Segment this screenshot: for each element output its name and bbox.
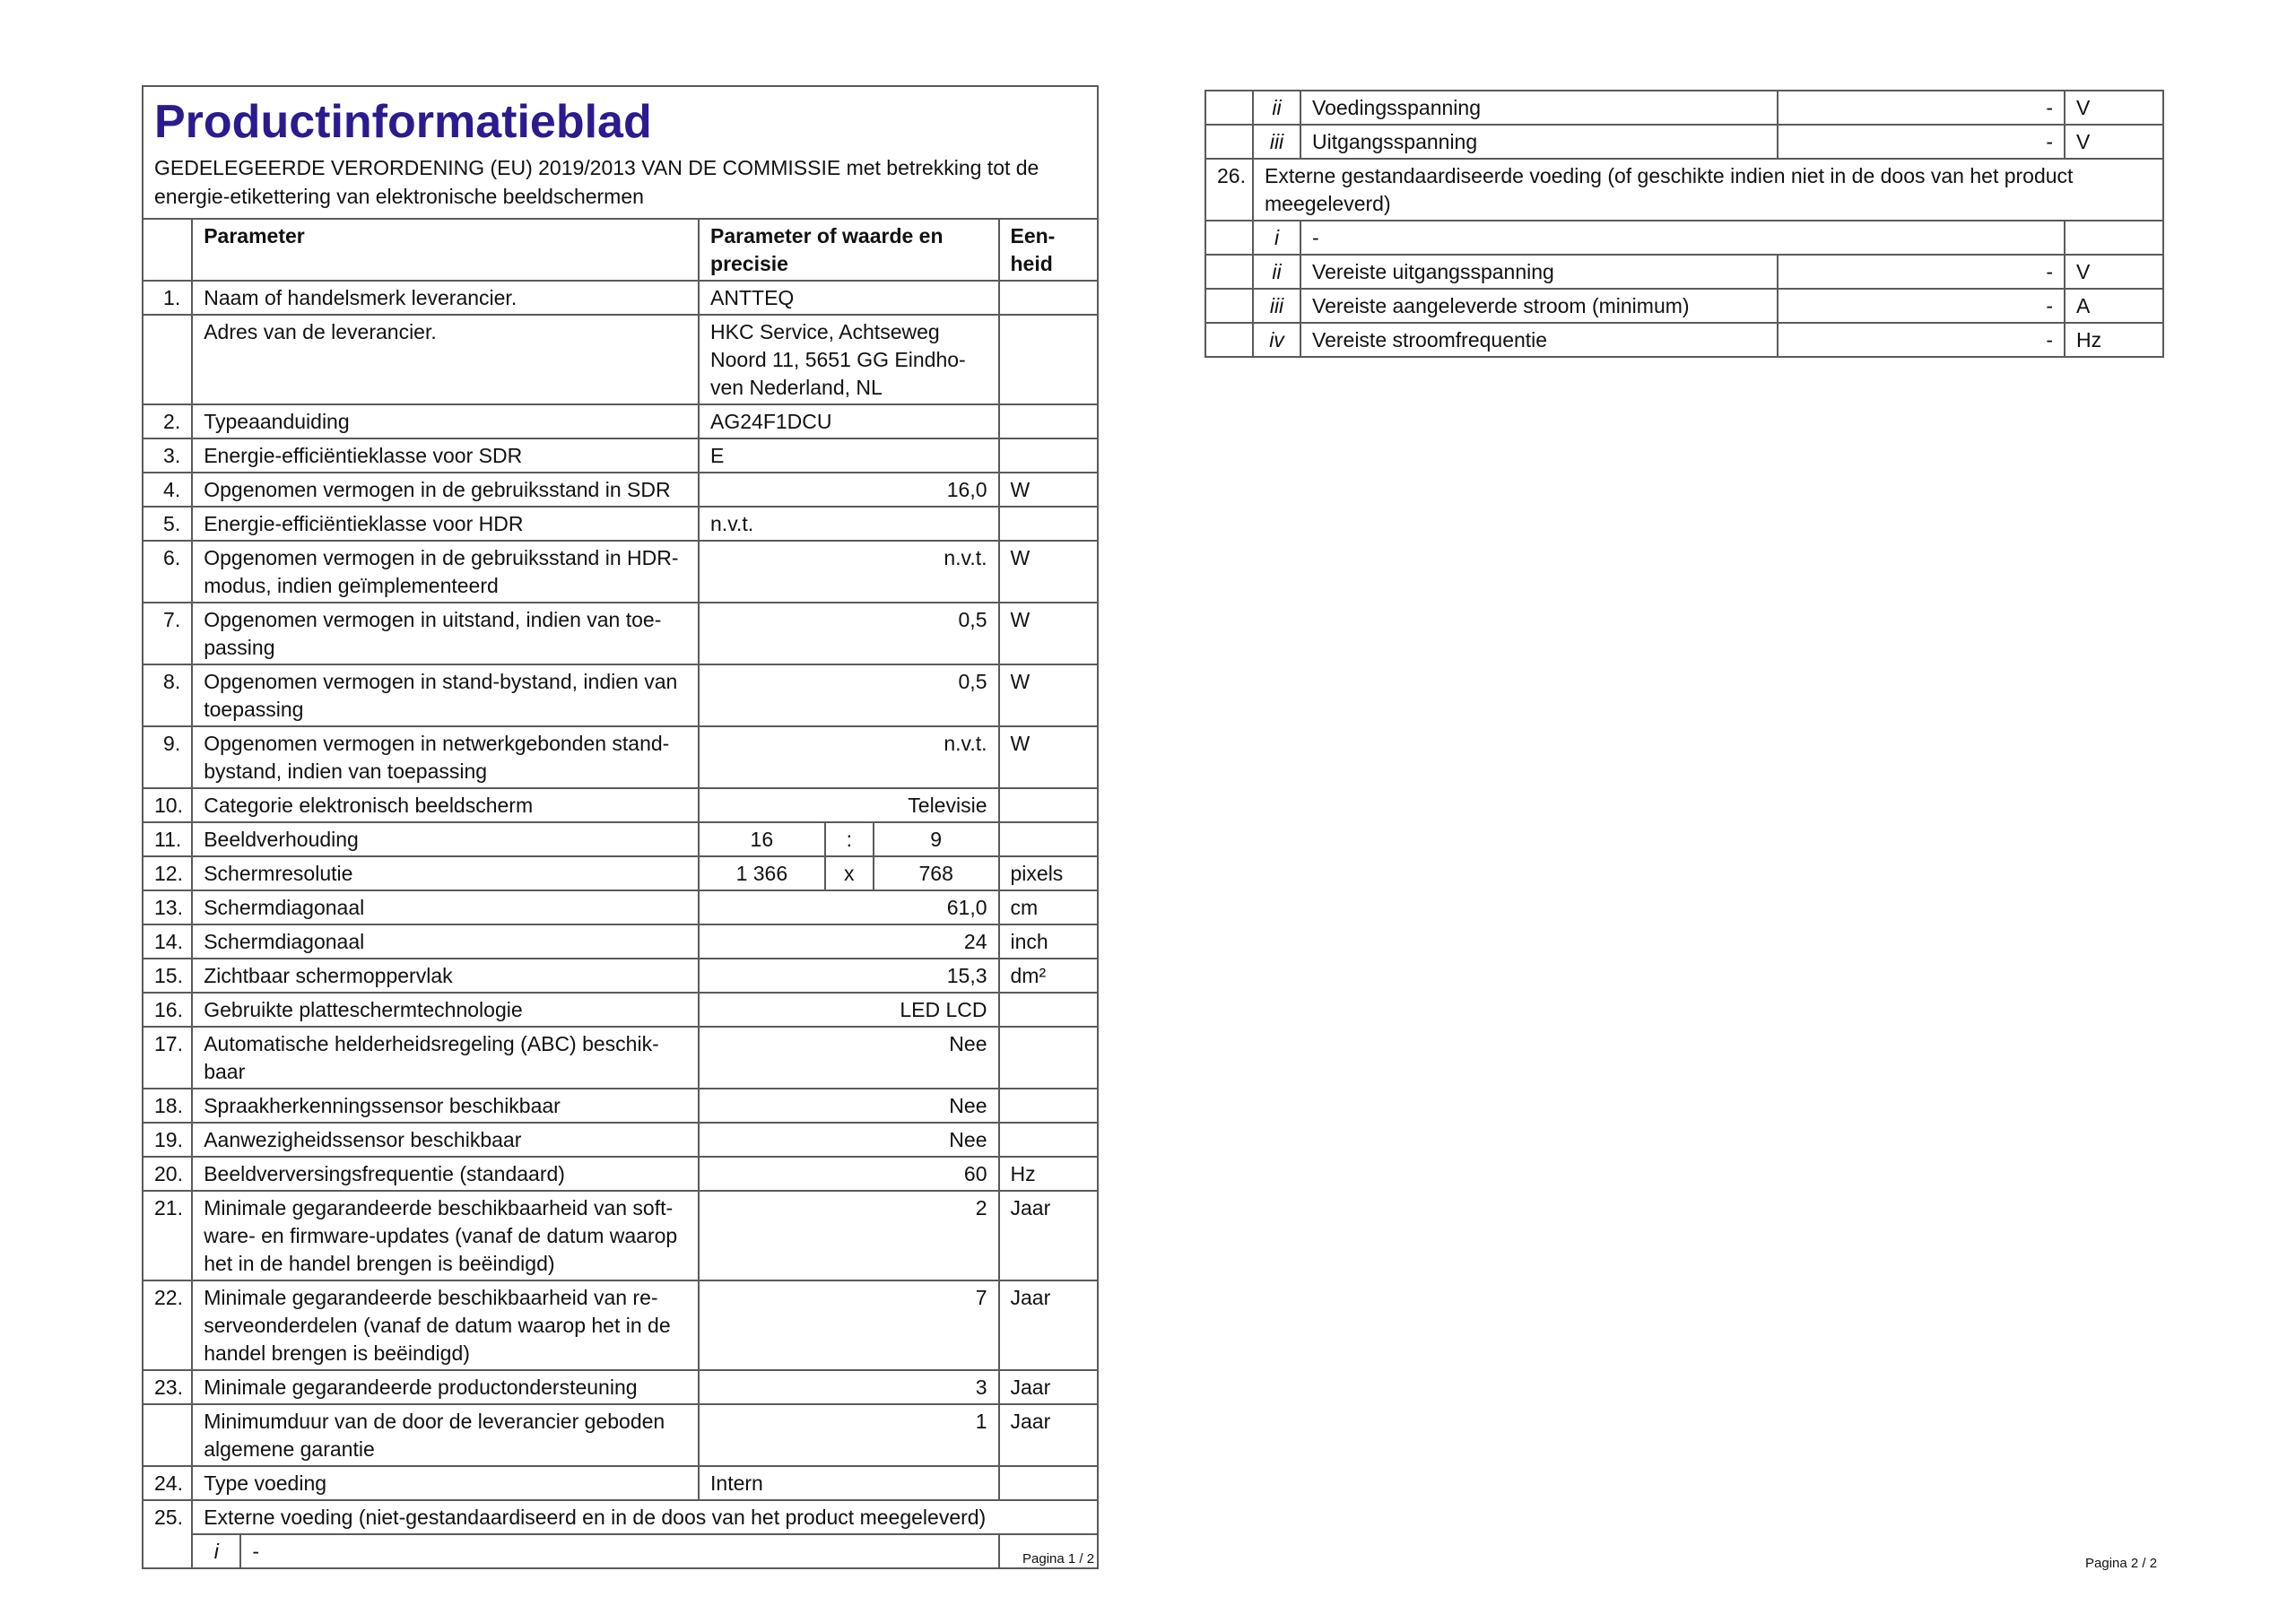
row-number: 3. [143, 438, 192, 473]
value-cell: 24 [699, 924, 998, 959]
table-header-row [143, 219, 1098, 281]
row-number: 15. [143, 959, 192, 993]
value-cell: 2 [699, 1191, 998, 1280]
value-sep-cell: : [825, 822, 874, 856]
unit-cell: V [2065, 91, 2163, 125]
row-number: 18. [143, 1089, 192, 1123]
row-number: 24. [143, 1466, 192, 1500]
row-number: 19. [143, 1123, 192, 1157]
table-row [143, 1370, 1098, 1404]
table-row-bottom-1 [1205, 289, 2163, 323]
table-row [143, 1466, 1098, 1500]
unit-cell: Hz [999, 1157, 1099, 1191]
value-cell: 0,5 [699, 664, 998, 726]
header-box [142, 85, 1099, 218]
unit-cell: V [2065, 255, 2163, 289]
table-row [143, 993, 1098, 1027]
parameter-cell: Categorie elektronisch beeldscherm [192, 788, 699, 822]
parameter-cell: Naam of handelsmerk leverancier. [192, 281, 699, 315]
parameter-cell: Schermresolutie [192, 856, 699, 890]
roman-index: ii [1253, 255, 1300, 289]
value-cell: - [1778, 91, 2065, 125]
value-cell: ANTTEQ [699, 281, 998, 315]
parameter-cell: Zichtbaar schermoppervlak [192, 959, 699, 993]
unit-cell [999, 822, 1099, 856]
table-row-26 [1205, 159, 2163, 221]
unit-cell: Jaar [999, 1280, 1099, 1370]
row-number: 5. [143, 507, 192, 541]
parameter-cell: Gebruikte platteschermtechnologie [192, 993, 699, 1027]
row-number: 13. [143, 890, 192, 924]
roman-index: iv [1253, 323, 1300, 357]
value-cell: 15,3 [699, 959, 998, 993]
row-number: 23. [143, 1370, 192, 1404]
roman-index: iii [1253, 289, 1300, 323]
row-number: 14. [143, 924, 192, 959]
parameter-cell: Vereiste stroomfrequentie [1300, 323, 1778, 357]
value-cell: Intern [699, 1466, 998, 1500]
parameter-cell: Spraakherkenningssensor beschikbaar [192, 1089, 699, 1123]
row-number: 6. [143, 541, 192, 603]
table-row-bottom-2 [1205, 323, 2163, 357]
unit-cell [999, 438, 1099, 473]
value-cell: LED LCD [699, 993, 998, 1027]
parameter-cell: Vereiste aangeleverde stroom (minimum) [1300, 289, 1778, 323]
unit-cell [999, 507, 1099, 541]
header-parameter: Parameter [192, 219, 699, 281]
value-cell: 7 [699, 1280, 998, 1370]
parameter-cell: Adres van de leverancier. [192, 315, 699, 404]
parameter-cell: Opgenomen vermogen in de gebruiksstand in HDR-modus, indien geïmplementeerd [192, 541, 699, 603]
empty-number-cell [1205, 323, 1253, 357]
row-number [143, 315, 192, 404]
value-sep-cell: x [825, 856, 874, 890]
table-row [143, 1027, 1098, 1089]
table-row [143, 822, 1098, 856]
value-cell: - [1778, 323, 2065, 357]
parameter-cell: Opgenomen vermogen in uitstand, indien van toe-passing [192, 603, 699, 664]
unit-cell: W [999, 473, 1099, 507]
page-title: Productinformatieblad [154, 96, 652, 148]
unit-cell [2065, 221, 2163, 255]
unit-cell: Hz [2065, 323, 2163, 357]
parameter-cell: Energie-efficiëntieklasse voor SDR [192, 438, 699, 473]
parameter-cell: Schermdiagonaal [192, 890, 699, 924]
unit-cell: inch [999, 924, 1099, 959]
unit-cell [999, 1466, 1099, 1500]
value-a-cell: 1 366 [699, 856, 825, 890]
value-cell: - [1778, 255, 2065, 289]
unit-cell: W [999, 664, 1099, 726]
sub-value-cell: - [240, 1534, 998, 1568]
unit-cell [999, 315, 1099, 404]
table-row [143, 473, 1098, 507]
power-supply-table [1205, 90, 2164, 358]
row-number: 16. [143, 993, 192, 1027]
empty-number-cell [1205, 91, 1253, 125]
parameter-cell: Vereiste uitgangsspanning [1300, 255, 1778, 289]
empty-number-cell [1205, 221, 1253, 255]
table-row [143, 281, 1098, 315]
value-cell: Nee [699, 1123, 998, 1157]
value-cell: 60 [699, 1157, 998, 1191]
value-cell: E [699, 438, 998, 473]
parameter-cell: Minimumduur van de door de leverancier geboden algemene garantie [192, 1404, 699, 1466]
row-number: 8. [143, 664, 192, 726]
row-number: 21. [143, 1191, 192, 1280]
unit-cell [999, 993, 1099, 1027]
value-a-cell: 16 [699, 822, 825, 856]
parameter-cell: Schermdiagonaal [192, 924, 699, 959]
table-row [143, 1404, 1098, 1466]
parameter-cell: Typeaanduiding [192, 404, 699, 438]
page-subtitle: GEDELEGEERDE VERORDENING (EU) 2019/2013 VAN DE COMMISSIE met betrekking tot de energie-etikettering van elektronische beeldschermen [154, 156, 1039, 208]
table-row [143, 438, 1098, 473]
value-cell: Nee [699, 1027, 998, 1089]
parameter-cell: Opgenomen vermogen in netwerkgebonden stand-bystand, indien van toepassing [192, 726, 699, 788]
table-row-bottom-0 [1205, 255, 2163, 289]
product-info-table [142, 218, 1099, 1569]
value-cell: 61,0 [699, 890, 998, 924]
unit-cell [999, 1027, 1099, 1089]
parameter-cell: Aanwezigheidssensor beschikbaar [192, 1123, 699, 1157]
parameter-cell: Minimale gegarandeerde beschikbaarheid van re-serveonderdelen (vanaf de datum waarop het in de handel brengen is beëindigd) [192, 1280, 699, 1370]
parameter-cell: Minimale gegarandeerde productondersteuning [192, 1370, 699, 1404]
value-b-cell: 9 [874, 822, 999, 856]
table-row [143, 507, 1098, 541]
value-cell: n.v.t. [699, 541, 998, 603]
unit-cell: dm² [999, 959, 1099, 993]
parameter-cell: Voedingsspanning [1300, 91, 1778, 125]
unit-cell: Jaar [999, 1370, 1099, 1404]
row-number: 2. [143, 404, 192, 438]
table-row [143, 856, 1098, 890]
table-row [143, 788, 1098, 822]
row-25-text: Externe voeding (niet-gestandaardiseerd en in de doos van het product meegeleverd) [192, 1500, 1098, 1534]
table-row [143, 541, 1098, 603]
table-row [143, 315, 1098, 404]
table-row-26-i [1205, 221, 2163, 255]
unit-cell: W [999, 603, 1099, 664]
unit-cell: W [999, 541, 1099, 603]
empty-number-cell [1205, 125, 1253, 159]
roman-index: iii [1253, 125, 1300, 159]
parameter-cell: Beeldverversingsfrequentie (standaard) [192, 1157, 699, 1191]
unit-cell: Jaar [999, 1404, 1099, 1466]
table-row [143, 603, 1098, 664]
unit-cell: A [2065, 289, 2163, 323]
table-row-top-1 [1205, 125, 2163, 159]
header-value: Parameter of waarde en precisie [699, 219, 998, 281]
parameter-cell: Uitgangsspanning [1300, 125, 1778, 159]
value-cell: n.v.t. [699, 507, 998, 541]
parameter-cell: Type voeding [192, 1466, 699, 1500]
parameter-cell: Energie-efficiëntieklasse voor HDR [192, 507, 699, 541]
value-cell: 3 [699, 1370, 998, 1404]
page-number: Pagina 1 / 2 [1022, 1551, 1095, 1567]
row-number: 9. [143, 726, 192, 788]
empty-number-cell [1205, 289, 1253, 323]
page-1 [142, 85, 1099, 1569]
value-cell: - [1778, 125, 2065, 159]
value-cell: n.v.t. [699, 726, 998, 788]
unit-cell: cm [999, 890, 1099, 924]
row-number: 22. [143, 1280, 192, 1370]
page-number-2: Pagina 2 / 2 [2085, 1556, 2158, 1571]
table-row [143, 1123, 1098, 1157]
table-row-top-0 [1205, 91, 2163, 125]
row-number: 26. [1205, 159, 1253, 221]
row-number [143, 1404, 192, 1466]
value-cell: Nee [699, 1089, 998, 1123]
table-row [143, 924, 1098, 959]
table-row [143, 890, 1098, 924]
header-unit: Een-heid [999, 219, 1099, 281]
unit-cell [999, 1089, 1099, 1123]
unit-cell: W [999, 726, 1099, 788]
unit-cell: Jaar [999, 1191, 1099, 1280]
table-row-25-i [143, 1534, 1098, 1568]
value-b-cell: 768 [874, 856, 999, 890]
unit-cell: pixels [999, 856, 1099, 890]
empty-number-cell [1205, 255, 1253, 289]
unit-cell [999, 404, 1099, 438]
table-row [143, 664, 1098, 726]
table-row [143, 1191, 1098, 1280]
value-cell: 0,5 [699, 603, 998, 664]
parameter-cell: Opgenomen vermogen in de gebruiksstand in SDR [192, 473, 699, 507]
row-number: 20. [143, 1157, 192, 1191]
row-number: 25. [143, 1500, 192, 1568]
table-row [143, 1280, 1098, 1370]
row-number: 4. [143, 473, 192, 507]
unit-cell [999, 281, 1099, 315]
sub-value-cell: - [1300, 221, 2065, 255]
parameter-cell: Minimale gegarandeerde beschikbaarheid van soft-ware- en firmware-updates (vanaf de datum waarop het in de handel brengen is beëindigd) [192, 1191, 699, 1280]
unit-cell [999, 1123, 1099, 1157]
row-number: 7. [143, 603, 192, 664]
table-row [143, 726, 1098, 788]
roman-index: ii [1253, 91, 1300, 125]
row-26-text: Externe gestandaardiseerde voeding (of geschikte indien niet in de doos van het product meegeleverd) [1253, 159, 2163, 221]
unit-cell [999, 788, 1099, 822]
table-row-25 [143, 1500, 1098, 1534]
value-cell: AG24F1DCU [699, 404, 998, 438]
table-row [143, 959, 1098, 993]
table-row [143, 1089, 1098, 1123]
row-number: 10. [143, 788, 192, 822]
value-cell: 1 [699, 1404, 998, 1466]
parameter-cell: Automatische helderheidsregeling (ABC) beschik-baar [192, 1027, 699, 1089]
row-number: 1. [143, 281, 192, 315]
row-number: 17. [143, 1027, 192, 1089]
roman-index: i [1253, 221, 1300, 255]
table-row [143, 1157, 1098, 1191]
parameter-cell: Opgenomen vermogen in stand-bystand, indien van toepassing [192, 664, 699, 726]
value-cell: HKC Service, Achtseweg Noord 11, 5651 GG Eindho-ven Nederland, NL [699, 315, 998, 404]
roman-index: i [192, 1534, 240, 1568]
value-cell: Televisie [699, 788, 998, 822]
value-cell: - [1778, 289, 2065, 323]
value-cell: 16,0 [699, 473, 998, 507]
unit-cell: V [2065, 125, 2163, 159]
row-number: 11. [143, 822, 192, 856]
parameter-cell: Beeldverhouding [192, 822, 699, 856]
table-row [143, 404, 1098, 438]
row-number: 12. [143, 856, 192, 890]
